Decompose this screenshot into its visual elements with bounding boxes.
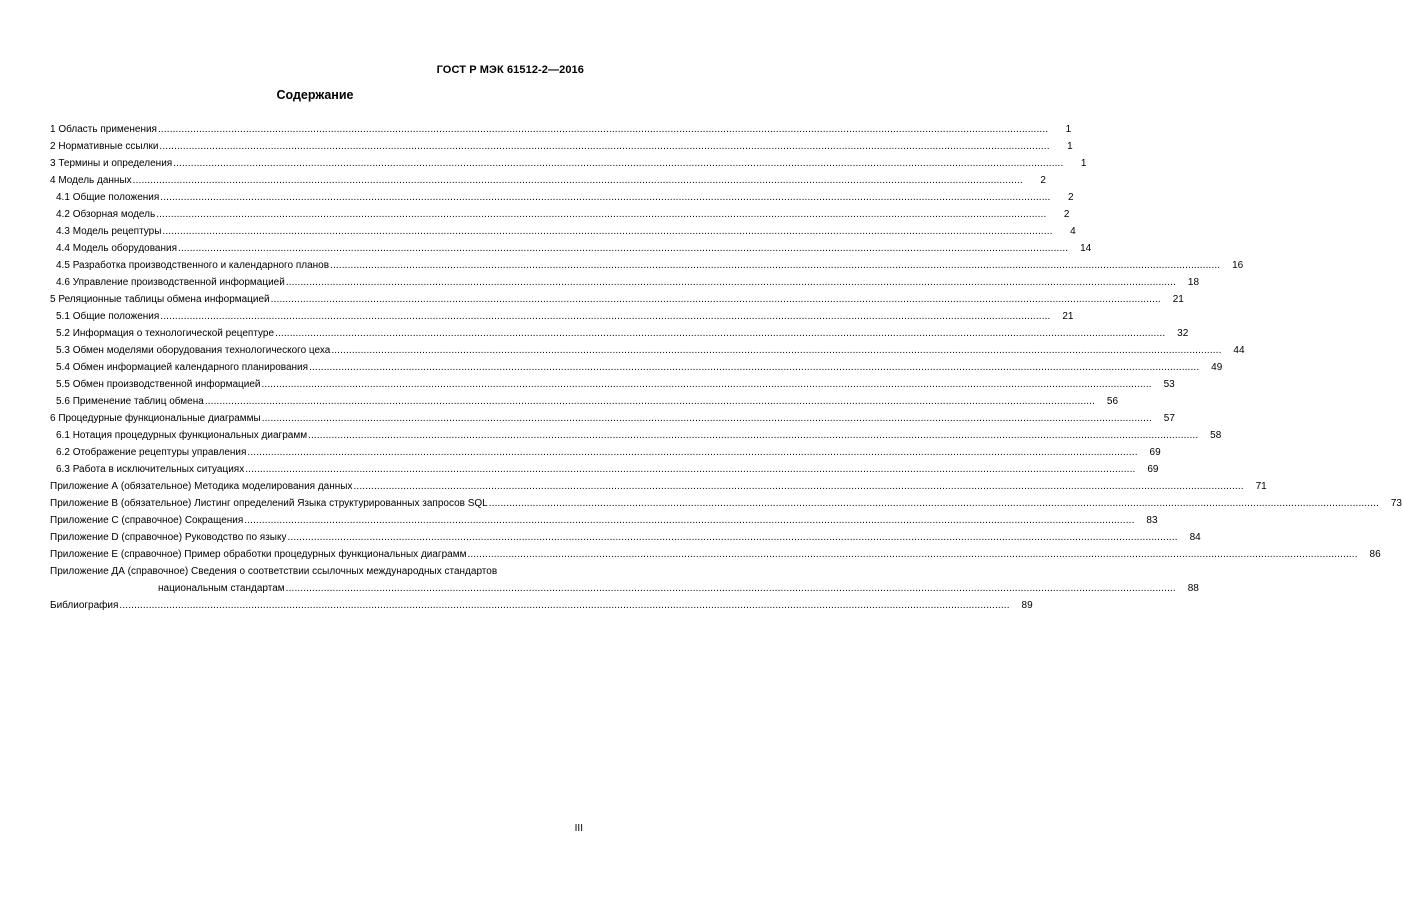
toc-entry-label: 6.2 Отображение рецептуры управления	[56, 447, 247, 458]
dot-leader	[162, 223, 1052, 240]
toc-entry-label: 4.1 Общие положения	[56, 192, 160, 203]
toc-entry-page: 84	[1189, 532, 1201, 543]
dot-leader	[308, 427, 1198, 444]
dot-leader	[287, 529, 1177, 546]
toc-entry-page: 14	[1080, 243, 1092, 254]
dot-leader	[353, 478, 1243, 495]
toc-entry-page: 18	[1187, 277, 1200, 288]
toc-entry-label: 5.4 Обмен информацией календарного планирования	[56, 362, 309, 373]
toc-entry-page: 73	[1390, 498, 1402, 509]
toc-entry-page: 2	[1040, 175, 1046, 186]
dot-leader	[309, 359, 1199, 376]
toc-entry-label-continued: национальным стандартам	[158, 583, 285, 594]
toc-entry[interactable]	[50, 393, 1119, 410]
toc-entry-page: 83	[1146, 515, 1158, 526]
toc-entry-bibliography[interactable]	[50, 597, 1033, 614]
toc-entry-label: 4.6 Управление производственной информацией	[56, 277, 285, 288]
toc-entry-page: 69	[1147, 464, 1159, 475]
toc-entry-label: Библиография	[50, 600, 119, 611]
toc-entry[interactable]	[50, 121, 1072, 138]
toc-entry-appendix[interactable]	[50, 563, 1199, 597]
toc-entry-page: 58	[1210, 430, 1222, 441]
toc-entry[interactable]	[50, 257, 1244, 274]
toc-entry-label: Приложение А (обязательное) Методика моделирования данных	[50, 481, 353, 492]
toc-entry-page: 57	[1163, 413, 1175, 424]
toc-entry[interactable]	[50, 189, 1074, 206]
toc-entry-label: 5.6 Применение таблиц обмена	[56, 396, 204, 407]
dot-leader	[244, 512, 1134, 529]
toc-entry-label: 6.3 Работа в исключительных ситуациях	[56, 464, 245, 475]
toc-entry-continuation	[50, 580, 1199, 597]
toc-entry-label: 6 Процедурные функциональные диаграммы	[50, 413, 261, 424]
toc-entry-label: 5.1 Общие положения	[56, 311, 160, 322]
toc-entry-page: 1	[1080, 158, 1087, 169]
dot-leader	[286, 274, 1176, 291]
toc-entry-page: 44	[1233, 345, 1245, 356]
dot-leader	[247, 444, 1137, 461]
toc-entry[interactable]	[50, 444, 1161, 461]
toc-entry[interactable]	[50, 461, 1159, 478]
dot-leader	[262, 410, 1152, 427]
toc-entry-label: Приложение D (справочное) Руководство по языку	[50, 532, 287, 543]
toc-entry[interactable]	[50, 172, 1046, 189]
toc-entry-page: 2	[1063, 209, 1070, 220]
toc-entry[interactable]	[50, 206, 1070, 223]
toc-entry-page: 21	[1172, 294, 1184, 305]
dot-leader	[261, 376, 1151, 393]
page-number: III	[574, 823, 583, 834]
toc-entry[interactable]	[50, 359, 1223, 376]
toc-entry-label: 4.5 Разработка производственного и календарного планов	[56, 260, 330, 271]
toc-entry-label: Приложение ДА (справочное) Сведения о соответствии ссылочных международных стандартов	[50, 566, 498, 577]
dot-leader	[159, 138, 1049, 155]
toc-entry-page: 32	[1177, 328, 1189, 339]
toc-entry-appendix[interactable]	[50, 495, 1402, 512]
toc-title-text: Содержание	[276, 88, 354, 102]
toc-entry-label: 4 Модель данных	[50, 175, 132, 186]
toc-entry-page: 2	[1067, 192, 1074, 203]
dot-leader	[275, 325, 1165, 342]
toc-entry-page: 53	[1163, 379, 1175, 390]
dot-leader	[173, 155, 1063, 172]
toc-entry-page: 21	[1062, 311, 1074, 322]
toc-entry-page: 69	[1149, 447, 1161, 458]
dot-leader	[119, 597, 1009, 614]
dot-leader	[133, 172, 1023, 189]
toc-entry-label: 4.3 Модель рецептуры	[56, 226, 162, 237]
toc-entry[interactable]	[50, 240, 1092, 257]
toc-entry-label: 5.3 Обмен моделями оборудования технологического цеха	[56, 345, 331, 356]
toc-entry-page: 71	[1255, 481, 1267, 492]
toc-entry[interactable]	[50, 291, 1184, 308]
toc-entry-page: 56	[1106, 396, 1119, 407]
toc-entry-label: 5.5 Обмен производственной информацией	[56, 379, 261, 390]
toc-title	[0, 88, 646, 102]
dot-leader	[489, 495, 1379, 512]
toc-entry-label: 5 Реляционные таблицы обмена информацией	[50, 294, 270, 305]
toc-entry[interactable]	[50, 155, 1087, 172]
dot-leader	[467, 546, 1357, 563]
toc-entry-page: 89	[1021, 600, 1033, 611]
toc-entry-label: 1 Область применения	[50, 124, 157, 135]
toc-entry-page: 16	[1232, 260, 1244, 271]
toc-entry-page: 49	[1211, 362, 1223, 373]
dot-leader	[178, 240, 1068, 257]
toc-entry-label: 4.4 Модель оборудования	[56, 243, 178, 254]
toc-entry-label: 5.2 Информация о технологической рецептуре	[56, 328, 275, 339]
dot-leader	[331, 342, 1221, 359]
toc-entry-page: 1	[1067, 141, 1073, 152]
toc-entry-label: Приложение Е (справочное) Пример обработки процедурных функциональных диаграмм	[50, 549, 467, 560]
toc-entry[interactable]	[50, 274, 1200, 291]
dot-leader	[330, 257, 1220, 274]
toc-entry[interactable]	[50, 376, 1175, 393]
toc-entry-appendix[interactable]	[50, 529, 1201, 546]
toc-entry-page: 1	[1065, 124, 1072, 135]
dot-leader	[271, 291, 1161, 308]
toc-entry[interactable]	[50, 427, 1222, 444]
dot-leader	[160, 308, 1050, 325]
toc-entry-page: 4	[1070, 226, 1076, 237]
toc-entry[interactable]	[50, 410, 1175, 427]
dot-leader	[160, 189, 1050, 206]
toc-entry[interactable]	[50, 325, 1189, 342]
toc-entry[interactable]	[50, 308, 1074, 325]
toc-entry-appendix[interactable]	[50, 546, 1381, 563]
toc-entry-page: 86	[1369, 549, 1381, 560]
toc-entry-page: 88	[1187, 583, 1199, 594]
toc-entry-label: 3 Термины и определения	[50, 158, 173, 169]
toc-entry[interactable]	[50, 342, 1245, 359]
toc-entry-label: 2 Нормативные ссылки	[50, 141, 159, 152]
toc-entry-label: 4.2 Обзорная модель	[56, 209, 156, 220]
toc-entry-appendix[interactable]	[50, 512, 1158, 529]
document-code: ГОСТ Р МЭК 61512-2—2016	[436, 64, 584, 76]
toc-entry-label: 6.1 Нотация процедурных функциональных диаграмм	[56, 430, 308, 441]
dot-leader	[158, 121, 1048, 138]
toc-entry-appendix[interactable]	[50, 478, 1267, 495]
toc-entry[interactable]	[50, 223, 1076, 240]
dot-leader	[286, 580, 1176, 597]
dot-leader	[205, 393, 1095, 410]
dot-leader	[245, 461, 1135, 478]
toc-entry-label: Приложение В (обязательное) Листинг определений Языка структурированных запросов SQL	[50, 498, 488, 509]
toc-entry[interactable]	[50, 138, 1073, 155]
dot-leader	[156, 206, 1046, 223]
toc-entry-label: Приложение С (справочное) Сокращения	[50, 515, 244, 526]
table-of-contents	[50, 121, 1402, 614]
